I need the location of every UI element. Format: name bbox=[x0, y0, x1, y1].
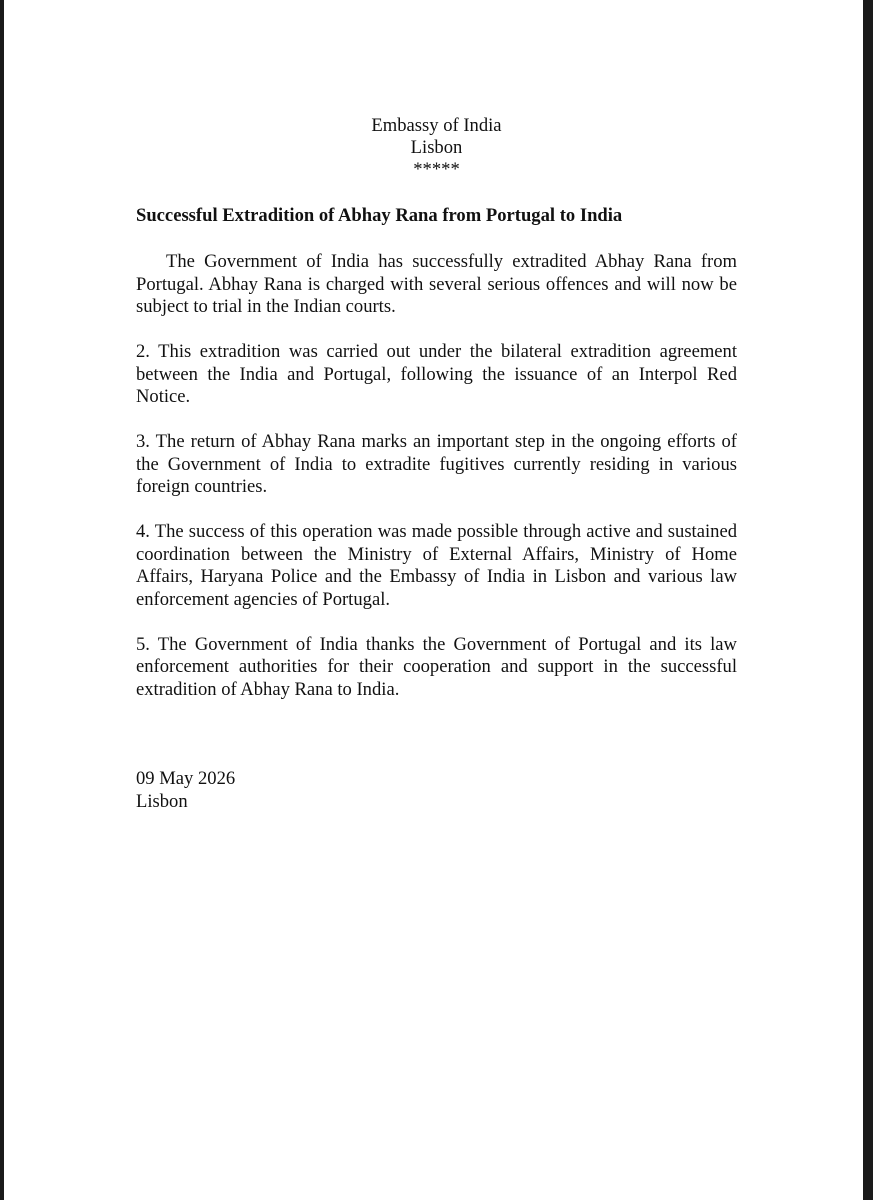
paragraph-1: The Government of India has successfully extradited Abhay Rana from Portugal. Abhay Rana is charged with several serious offences and will now be subject to trial in the Indian courts. bbox=[136, 251, 737, 317]
press-release-title: Successful Extradition of Abhay Rana from Portugal to India bbox=[136, 205, 623, 226]
paragraph-5: 5. The Government of India thanks the Government of Portugal and its law enforcement authorities for their cooperation and support in the successful extradition of Abhay Rana to India. bbox=[136, 633, 737, 700]
press-release-body bbox=[136, 251, 737, 724]
release-date: 09 May 2026 bbox=[136, 768, 236, 789]
paragraph-2: 2. This extradition was carried out under the bilateral extradition agreement between the India and Portugal, following the issuance of an Interpol Red Notice. bbox=[136, 341, 737, 407]
header-separator: ***** bbox=[413, 159, 460, 180]
embassy-city: Lisbon bbox=[410, 137, 463, 158]
paragraph-3: 3. The return of Abhay Rana marks an important step in the ongoing efforts of the Government of India to extradite fugitives currently residing in various foreign countries. bbox=[136, 431, 737, 497]
paragraph-4: 4. The success of this operation was made possible through active and sustained coordination between the Ministry of External Affairs, Ministry of Home Affairs, Haryana Police and the Embassy of India in Lisbon and various law enforcement agencies of Portugal. bbox=[136, 521, 737, 610]
dateline bbox=[136, 768, 235, 813]
embassy-name: Embassy of India bbox=[371, 115, 502, 136]
release-place: Lisbon bbox=[136, 790, 188, 812]
letterhead bbox=[0, 115, 873, 181]
